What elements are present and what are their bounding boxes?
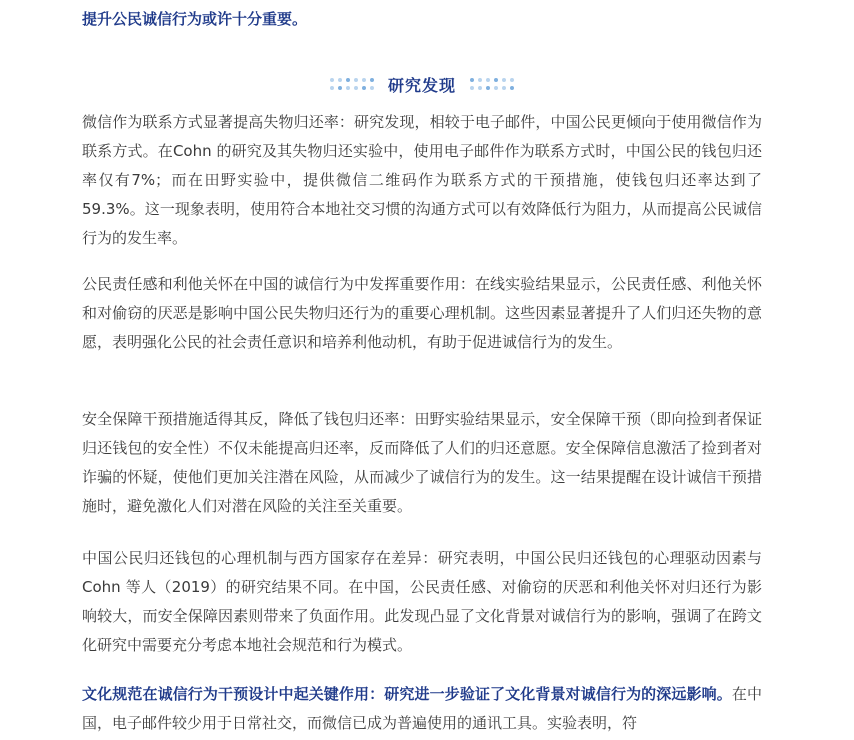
decorative-dots-right-icon <box>470 78 514 90</box>
paragraph-continuation: 在中国，电子邮件较少用于日常社交，而微信已成为普遍使用的通讯工具。实验表明，符 <box>82 685 762 732</box>
lead-emphasis-text: 提升公民诚信行为或许十分重要。 <box>82 10 308 28</box>
paragraph-civic-responsibility: 公民责任感和利他关怀在中国的诚信行为中发挥重要作用：在线实验结果显示，公民责任感、利他关怀和对偷窃的厌恶是影响中国公民失物归还行为的重要心理机制。这些因素显著提升了人们归还失物的意愿，表明强化公民的社会责任意识和培养利他动机，有助于促进诚信行为的发生。 <box>82 275 762 351</box>
paragraph-wechat-contact: 微信作为联系方式显著提高失物归还率：研究发现，相较于电子邮件，中国公民更倾向于使用微信作为联系方式。在Cohn 的研究及其失物归还实验中，使用电子邮件作为联系方式时，中国公民的钱包归还率仅有7%；而在田野实验中，提供微信二维码作为联系方式的干预措施，使钱包归还率达到了 59.3%。这一现象表明，使用符合本地社交习惯的沟通方式可以有效降低行为阻力，从而提高公民诚信行为的发生率。 <box>82 113 762 247</box>
paragraph-cultural-differences: 中国公民归还钱包的心理机制与西方国家存在差异：研究表明，中国公民归还钱包的心理驱动因素与 Cohn 等人（2019）的研究结果不同。在中国，公民责任感、对偷窃的厌恶和利他关怀对归还行为影响较大，而安全保障因素则带来了负面作用。此发现凸显了文化背景对诚信行为的影响，强调了在跨文化研究中需要充分考虑本地社会规范和行为模式。 <box>82 549 762 654</box>
decorative-dots-left-icon <box>330 78 374 90</box>
section-heading <box>82 70 762 98</box>
paragraph-highlight: 文化规范在诚信行为干预设计中起关键作用：研究进一步验证了文化背景对诚信行为的深远影响。 <box>82 685 732 703</box>
paragraph-cultural-norms <box>82 680 762 738</box>
section-title: 研究发现 <box>387 75 456 95</box>
paragraph-security-assurance: 安全保障干预措施适得其反，降低了钱包归还率：田野实验结果显示，安全保障干预（即向捡到者保证归还钱包的安全性）不仅未能提高归还率，反而降低了人们的归还意愿。安全保障信息激活了捡到者对诈骗的怀疑，使他们更加关注潜在风险，从而减少了诚信行为的发生。这一结果提醒在设计诚信干预措施时，避免激化人们对潜在风险的关注至关重要。 <box>82 410 762 515</box>
